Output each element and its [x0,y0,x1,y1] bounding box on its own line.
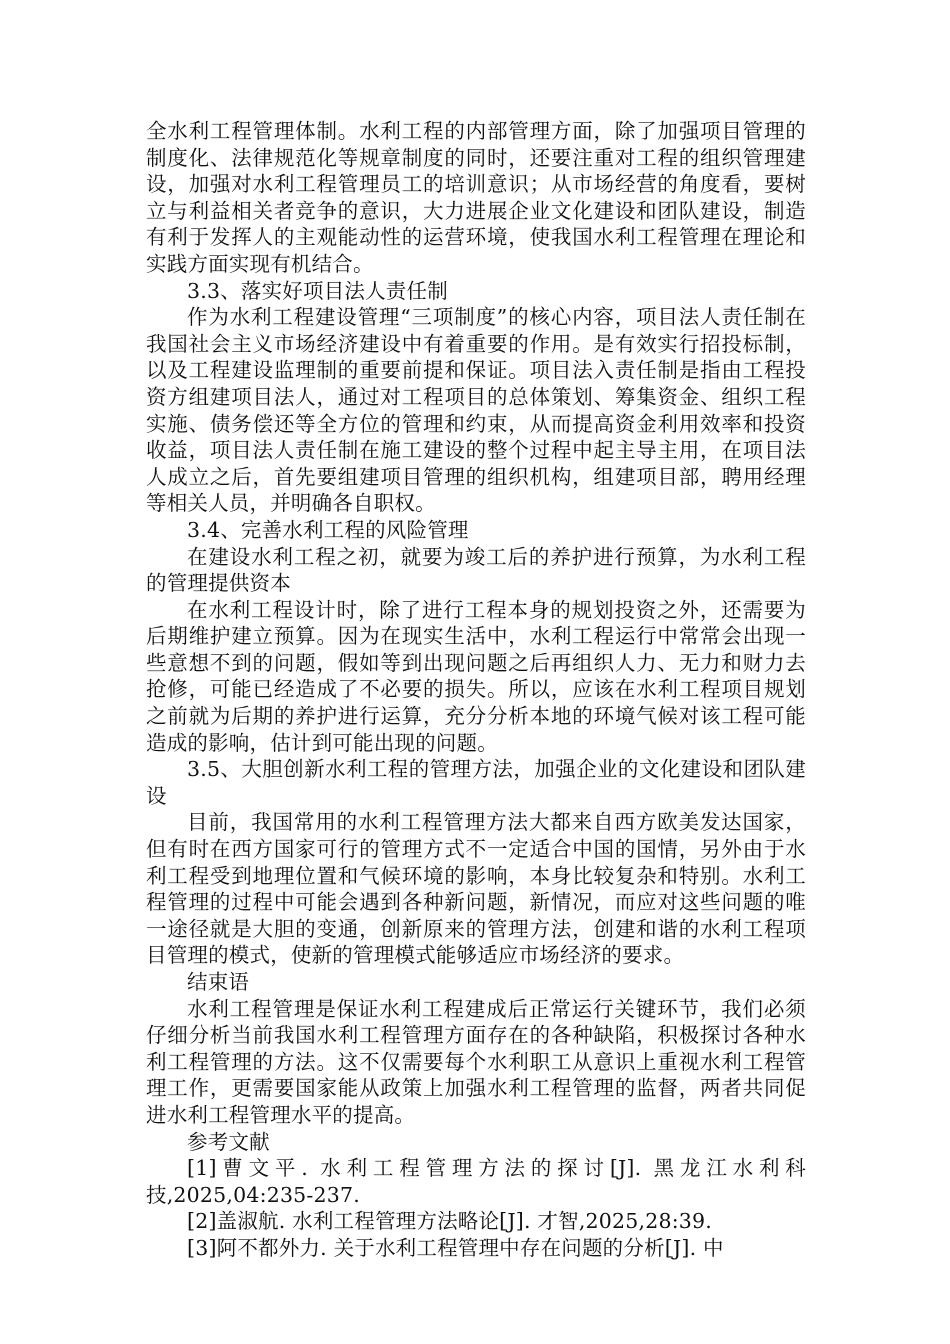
paragraph-maintenance: 在水利工程设计时，除了进行工程本身的规划投资之外，还需要为后期维护建立预算。因为在现实生活中，水利工程运行中常常会出现一些意想不到的问题，假如等到出现问题之后再组织人力、无力和财力去抢修，可能已经造成了不必要的损失。所以，应该在水利工程项目规划之前就为后期的养护进行运算，充分分析本地的环境气候对该工程可能造成的影响，估计到可能出现的问题。 [146,597,806,755]
conclusion-heading: 结束语 [187,970,250,994]
reference-item: [1]曹文平. 水利工程管理方法的探讨[J]. 黑龙江水利科技,2025,04:235-237. [146,1156,806,1207]
paragraph-continuation: 全水利工程管理体制。水利工程的内部管理方面，除了加强项目管理的制度化、法律规范化等规章制度的同时，还要注重对工程的组织管理建设，加强对水利工程管理员工的培训意识；从市场经营的角度看，要树立与利益相关者竞争的意识，大力进展企业文化建设和团队建设，制造有利于发挥人的主观能动性的运营环境，使我国水利工程管理在理论和实践方面实现有机结合。 [146,119,806,276]
document-page [146,118,806,1262]
section-heading-3-3: 3.3、落实好项目法人责任制 [187,278,448,303]
paragraph-innovation: 目前，我国常用的水利工程管理方法大都来自西方欧美发达国家，但有时在西方国家可行的管理方式不一定适合中国的国情，另外由于水利工程受到地理位置和气候环境的影响，本身比较复杂和特别。水利工程管理的过程中可能会遇到各种新问题，新情况，而应对这些问题的唯一途径就是大胆的变通，创新原来的管理方法，创建和谐的水利工程项目管理的模式，使新的管理模式能够适应市场经济的要求。 [146,810,806,968]
reference-item: [2]盖淑航. 水利工程管理方法略论[J]. 才智,2025,28:39. [187,1209,713,1234]
section-heading-3-4: 3.4、完善水利工程的风险管理 [187,517,469,542]
paragraph-legal-person: 作为水利工程建设管理“三项制度”的核心内容，项目法人责任制在我国社会主义市场经济建设中有着重要的作用。是有效实行招投标制，以及工程建设监理制的重要前提和保证。项目法入责任制是指由工程投资方组建项目法人，通过对工程项目的总体策划、筹集资金、组织工程实施、债务偿还等全方位的管理和约束，从而提高资金利用效率和投资收益，项目法人责任制在施工建设的整个过程中起主导主用，在项目法人成立之后，首先要组建项目管理的组织机构，组建项目部，聘用经理等相关人员，并明确各自职权。 [146,305,806,516]
paragraph-conclusion: 水利工程管理是保证水利工程建成后正常运行关键环节，我们必须仔细分析当前我国水利工程管理方面存在的各种缺陷，积极探讨各种水利工程管理的方法。这不仅需要每个水利职工从意识上重视水利工程管理工作，更需要国家能从政策上加强水利工程管理的监督，两者共同促进水利工程管理水平的提高。 [146,996,806,1127]
paragraph-budget-intro: 在建设水利工程之初，就要为竣工后的养护进行预算，为水利工程的管理提供资本 [146,544,806,596]
references-heading: 参考文献 [187,1129,270,1154]
reference-item: [3]阿不都外力. 关于水利工程管理中存在问题的分析[J]. 中 [187,1235,724,1260]
section-heading-3-5: 3.5、大胆创新水利工程的管理方法，加强企业的文化建设和团队建设 [146,757,806,808]
